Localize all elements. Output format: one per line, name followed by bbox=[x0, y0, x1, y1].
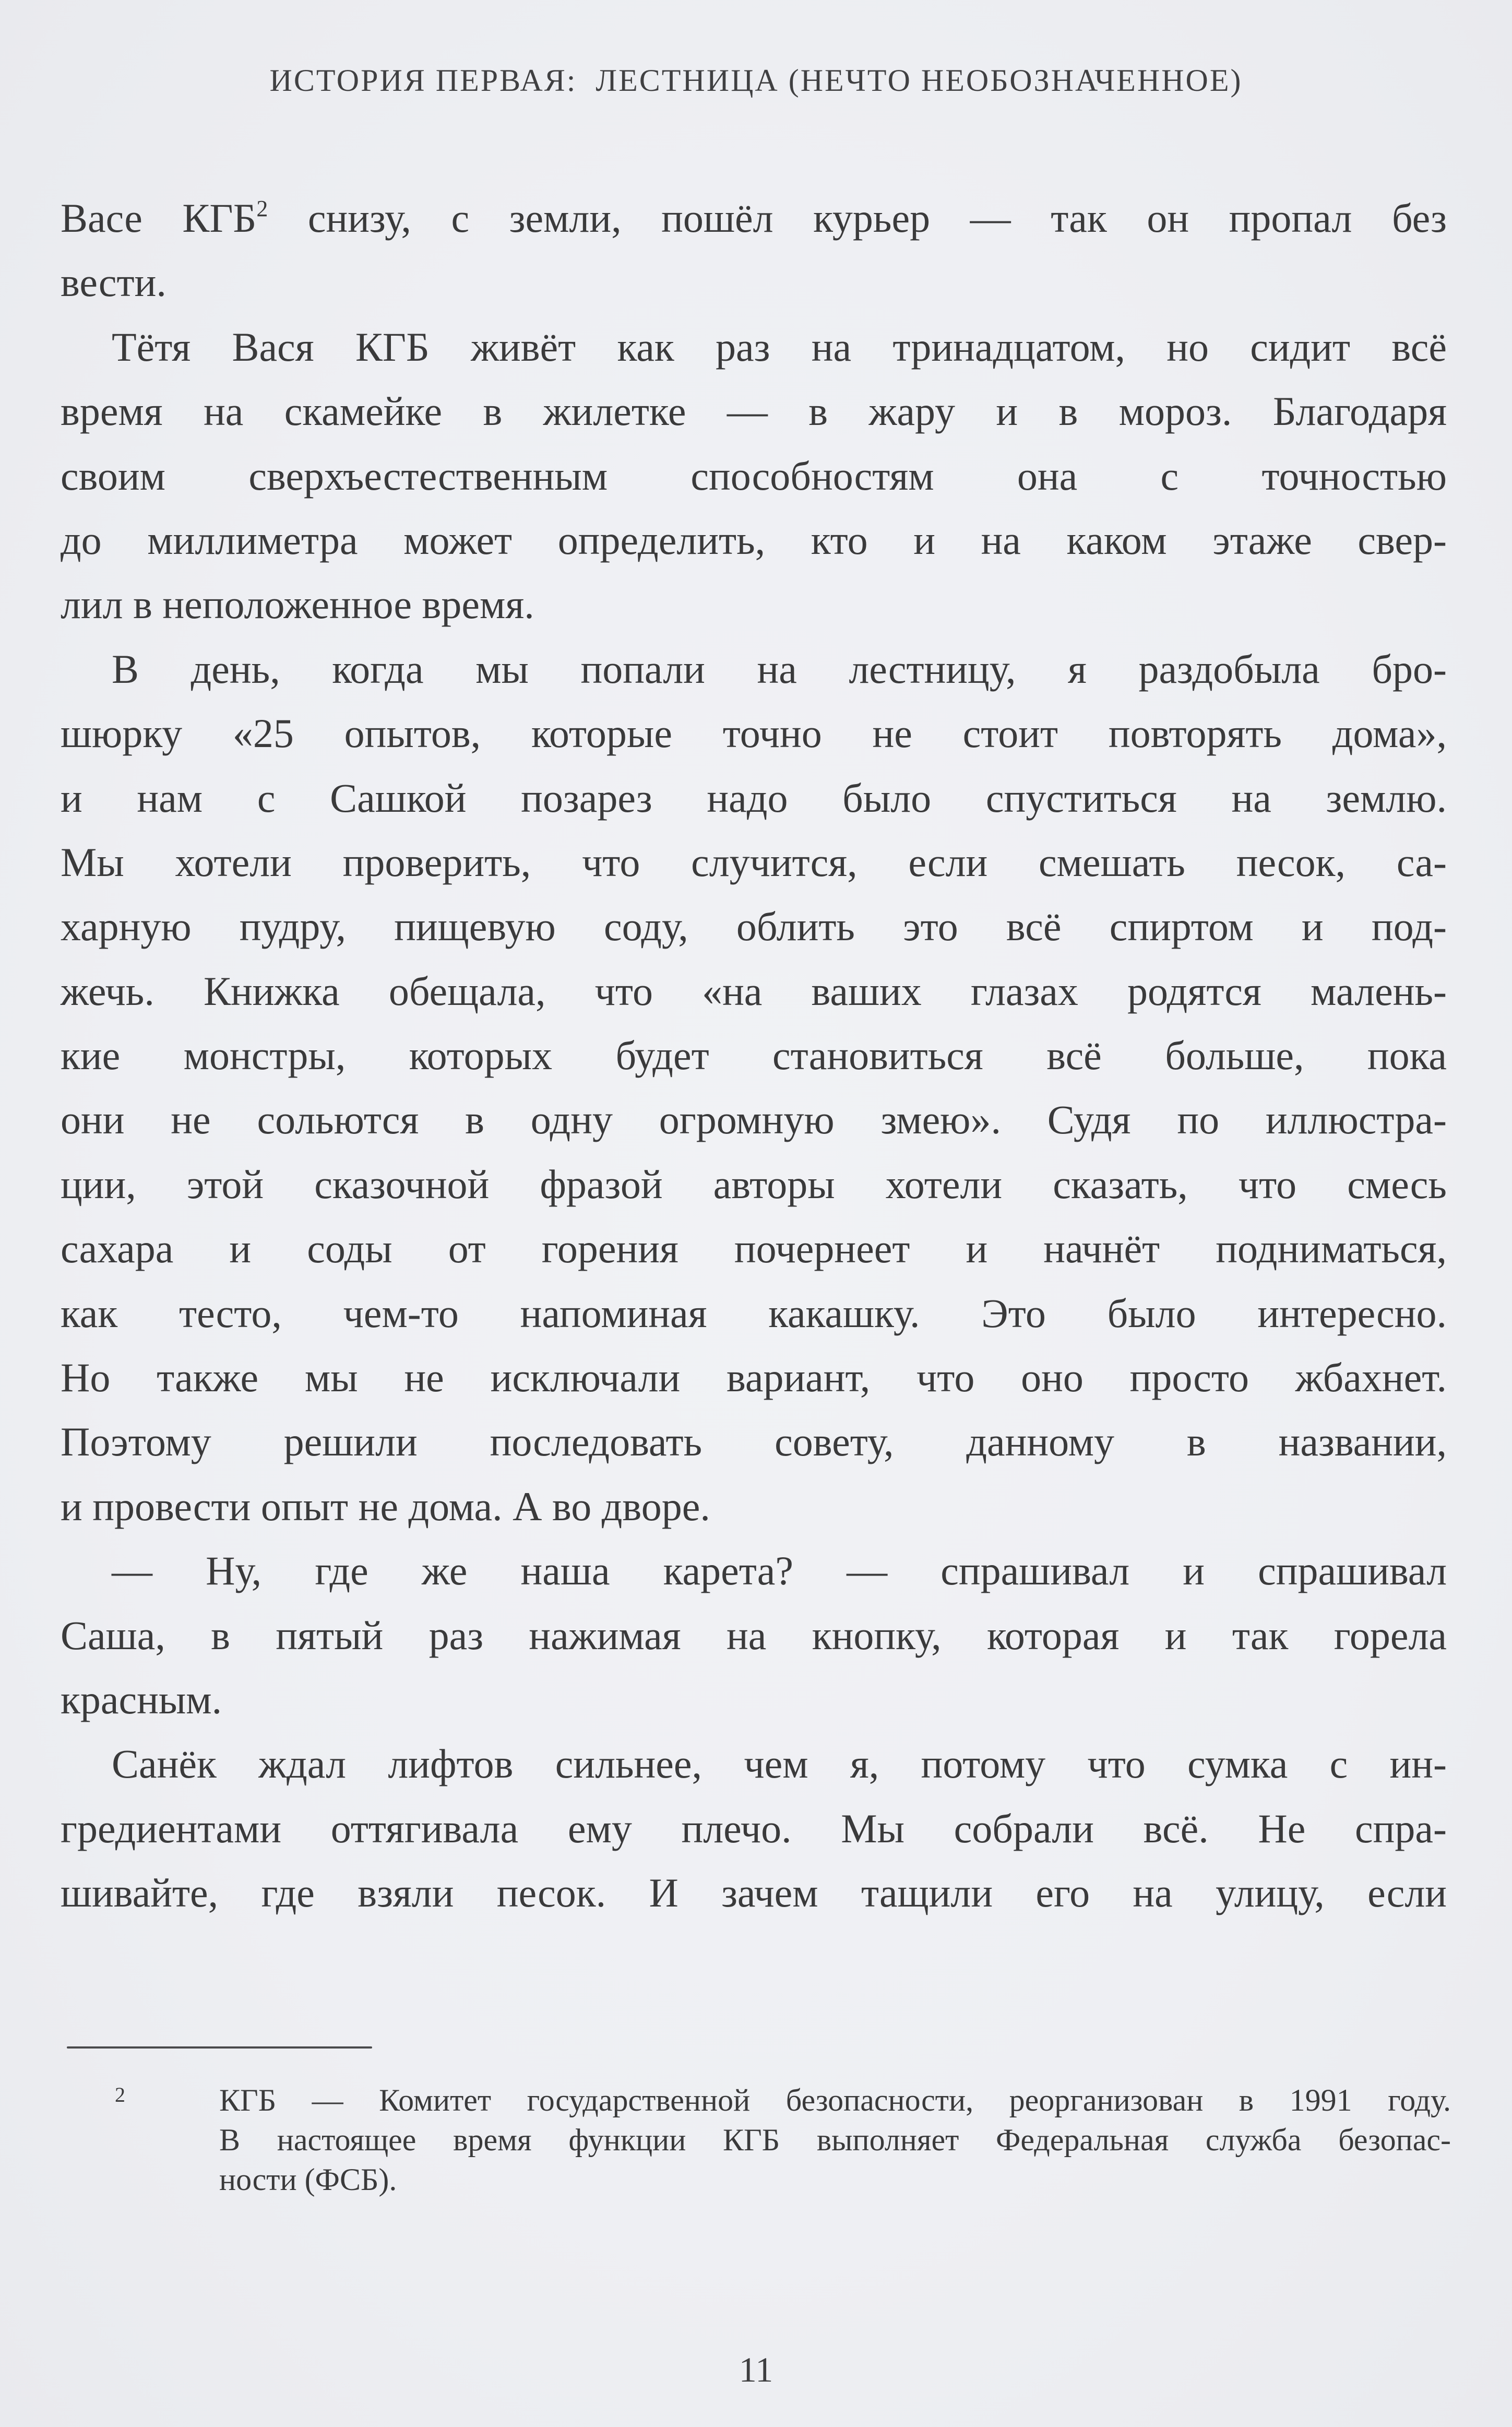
footnote-marker: 2 bbox=[115, 2083, 125, 2106]
text-line: вести. bbox=[61, 259, 166, 305]
text-line: лил в неположенное время. bbox=[61, 582, 534, 628]
text-line: гредиентами оттягивала ему плечо. Мы собрали всё. Не спра- bbox=[61, 1805, 1447, 1851]
text-line: ции, этой сказочной фразой авторы хотели сказать, что смесь bbox=[61, 1161, 1447, 1207]
paragraph-start-line: Тётя Вася КГБ живёт как раз на тринадцатом, но сидит всё bbox=[112, 324, 1447, 370]
text-line bbox=[61, 186, 1447, 250]
footnote-divider bbox=[67, 2046, 372, 2049]
text-line: Поэтому решили последовать совету, данному в названии, bbox=[61, 1419, 1447, 1465]
text-line: как тесто, чем-то напоминая какашку. Это было интересно. bbox=[61, 1290, 1447, 1336]
text-line: красным. bbox=[61, 1676, 222, 1722]
text-line: до миллиметра может определить, кто и на каком этаже свер- bbox=[61, 517, 1447, 563]
footnote-line: КГБ — Комитет государственной безопасности, реорганизован в 1991 году. bbox=[219, 2083, 1451, 2117]
text-line: Но также мы не исключали вариант, что оно просто жбахнет. bbox=[61, 1355, 1447, 1401]
text-fragment: снизу, с земли, пошёл курьер — так он пропал без bbox=[268, 195, 1447, 241]
footnote-line: В настоящее время функции КГБ выполняет Федеральная служба безопас- bbox=[219, 2123, 1451, 2157]
text-line: кие монстры, которых будет становиться всё больше, пока bbox=[61, 1033, 1447, 1079]
text-line: своим сверхъестественным способностям она с точностью bbox=[61, 453, 1447, 499]
running-header: ИСТОРИЯ ПЕРВАЯ: ЛЕСТНИЦА (НЕЧТО НЕОБОЗНАЧЕННОЕ) bbox=[269, 63, 1243, 98]
text-line: харную пудру, пищевую соду, облить это всё спиртом и под- bbox=[61, 904, 1447, 950]
text-line: и нам с Сашкой позарез надо было спуститься на землю. bbox=[61, 775, 1447, 821]
text-fragment: Васе КГБ bbox=[61, 195, 257, 241]
paragraph-start-line: Санёк ждал лифтов сильнее, чем я, потому что сумка с ин- bbox=[112, 1741, 1447, 1787]
text-line: время на скамейке в жилетке — в жару и в мороз. Благодаря bbox=[61, 388, 1447, 434]
text-line: жечь. Книжка обещала, что «на ваших глазах родятся малень- bbox=[61, 968, 1447, 1014]
footnote-line: ности (ФСБ). bbox=[219, 2162, 397, 2197]
paragraph-start-line: В день, когда мы попали на лестницу, я раздобыла бро- bbox=[112, 646, 1447, 692]
text-line: шюрку «25 опытов, которые точно не стоит повторять дома», bbox=[61, 711, 1447, 756]
footnote-text bbox=[219, 2080, 1451, 2199]
text-line: сахара и соды от горения почернеет и начнёт подниматься, bbox=[61, 1226, 1447, 1272]
footnote-reference[interactable]: 2 bbox=[256, 196, 268, 221]
body-text bbox=[61, 186, 1447, 1925]
dialogue-line: — Ну, где же наша карета? — спрашивал и спрашивал bbox=[112, 1548, 1447, 1594]
text-line: Мы хотели проверить, что случится, если смешать песок, са- bbox=[61, 839, 1447, 885]
page-number: 11 bbox=[739, 2350, 773, 2389]
text-line: шивайте, где взяли песок. И зачем тащили его на улицу, если bbox=[61, 1870, 1447, 1916]
text-line: Саша, в пятый раз нажимая на кнопку, которая и так горела bbox=[61, 1612, 1447, 1658]
text-line: и провести опыт не дома. А во дворе. bbox=[61, 1483, 710, 1529]
text-line: они не сольются в одну огромную змею». Судя по иллюстра- bbox=[61, 1097, 1447, 1143]
